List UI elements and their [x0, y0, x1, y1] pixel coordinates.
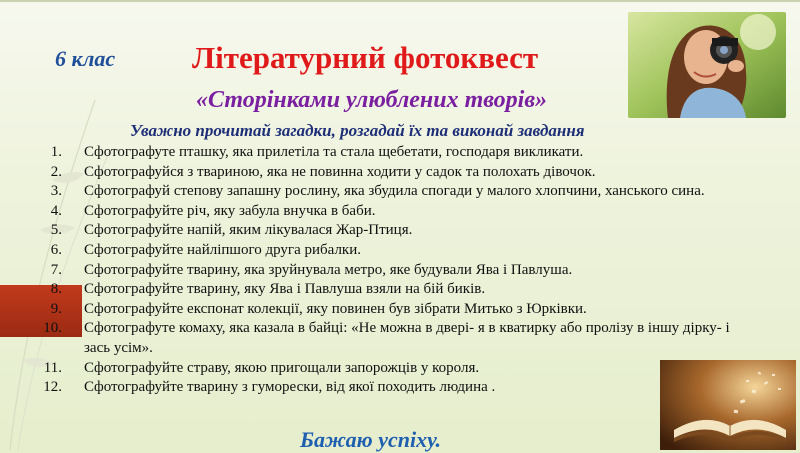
list-item: 5. Сфотографуйте напій, яким лікувалася Жар-Птиця.	[50, 222, 413, 239]
photographer-girl-photo	[628, 12, 786, 118]
task-list	[30, 143, 750, 398]
top-divider	[0, 0, 800, 2]
list-item: 9. Сфотографуйте експонат колекції, яку повинен був зібрати Митько з Юрківки.	[50, 300, 587, 317]
list-item: 2. Сфотографуйся з твариною, яка не повинна ходити у садок та полохать дівочок.	[50, 163, 596, 180]
list-item: 8. Сфотографуйте тварину, яку Ява і Павлуша взяли на бій биків.	[50, 281, 486, 298]
grade-label: 6 клас	[55, 46, 116, 71]
slide-title: Літературний фотоквест	[192, 40, 539, 75]
list-item: 12. Сфотографуйте тварину з гуморески, від якої походить людина .	[43, 379, 496, 396]
list-item: 1. Сфотографуте пташку, яка прилетіла та стала щебетати, господаря викликати.	[50, 144, 584, 160]
list-item: 4. Сфотографуйте річ, яку забула внучка в баби.	[50, 202, 376, 219]
list-item: 6. Сфотографуйте найліпшого друга рибалки.	[50, 241, 361, 258]
list-item: 10. Сфотографуте комаху, яка казала в байці: «Не можна в двері- я в кватирку або пролізу в іншу дірку- і зась усім».	[43, 320, 730, 356]
slide-subtitle: «Сторінками улюблених творів»	[196, 87, 548, 113]
open-book-photo	[660, 360, 796, 450]
list-item: 3. Сфотографуй степову запашну рослину, яка збудила спогади у малого хлопчини, ханського сина.	[50, 183, 705, 200]
closing-text: Бажаю успіху.	[300, 427, 441, 452]
instruction-text: Уважно прочитай загадки, розгадай їх та виконай завдання	[130, 121, 585, 140]
list-item: 11. Сфотографуйте страву, якою пригощали запорожців у короля.	[43, 359, 480, 376]
list-item: 7. Сфотографуйте тварину, яка зруйнувала метро, яке будували Ява і Павлуша.	[50, 261, 573, 278]
